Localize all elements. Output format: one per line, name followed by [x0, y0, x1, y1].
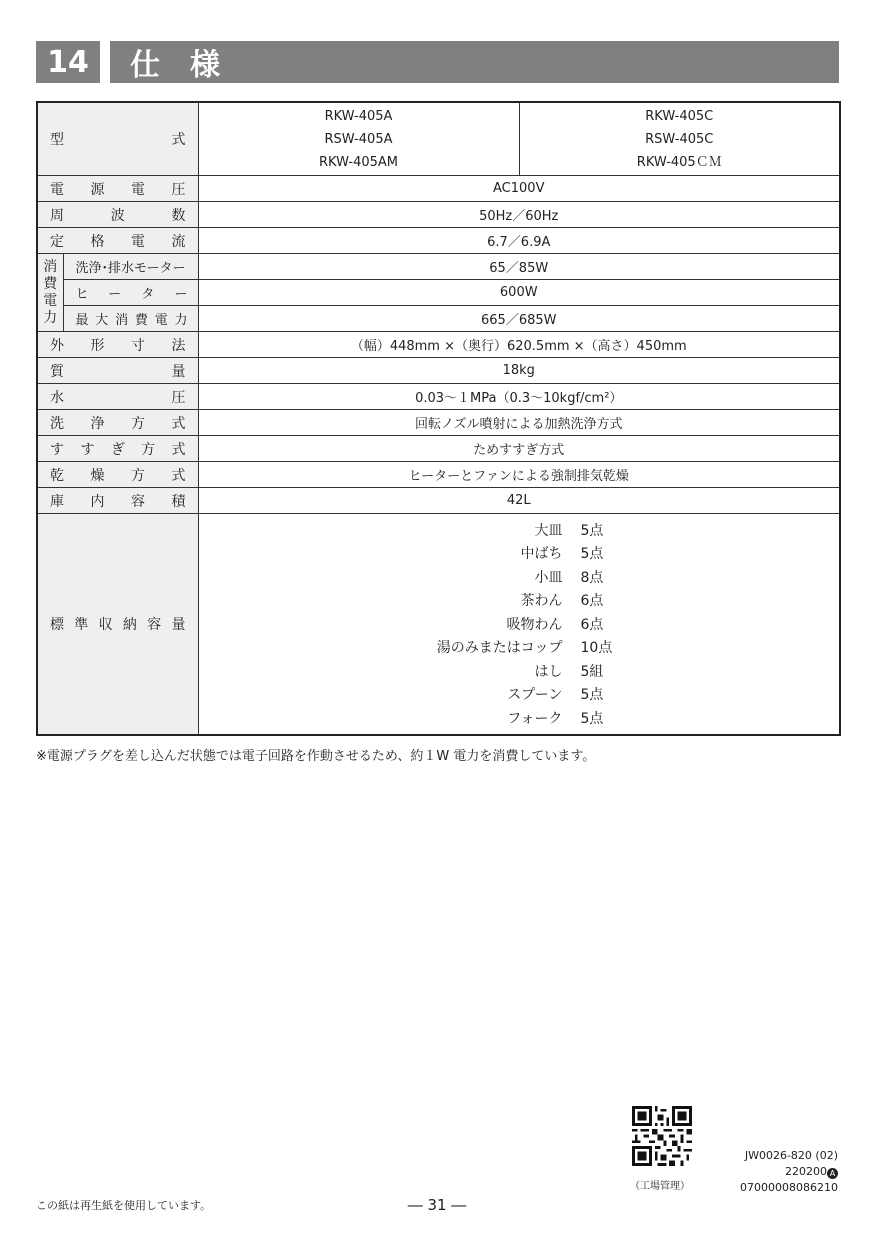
power-footnote: ※電源プラグを差し込んだ状態では電子回路を作動させるため、約１W 電力を消費しています。	[36, 749, 596, 764]
row-value: 18kg	[198, 358, 840, 384]
spec-row	[37, 202, 840, 228]
capacity-row	[37, 514, 840, 735]
item-name: フォーク	[507, 710, 563, 727]
model-name: RKW-405A	[324, 108, 393, 124]
item-name: 湯のみまたはコップ	[436, 640, 563, 657]
category-char: 費	[43, 275, 58, 292]
item-qty: 5組	[580, 663, 604, 680]
row-value: 0.03～１MPa（0.3～10kgf/cm²）	[198, 384, 840, 410]
spec-row	[37, 384, 840, 410]
capacity-item	[199, 706, 840, 730]
model-name: RKW-405AM	[318, 154, 399, 170]
recycled-paper-note: この紙は再生紙を使用しています。	[36, 1199, 212, 1212]
power-row	[37, 254, 840, 280]
row-label: 洗浄方式	[37, 410, 198, 436]
power-sub-label: 洗浄･排水モーター	[63, 254, 198, 280]
model-name: RSW-405A	[324, 131, 393, 147]
spec-row	[37, 436, 840, 462]
spec-row	[37, 332, 840, 358]
row-value: 42L	[198, 488, 840, 514]
doc-code-line	[740, 1164, 838, 1180]
spec-table	[36, 101, 841, 736]
row-label: 水圧	[37, 384, 198, 410]
spec-row	[37, 176, 840, 202]
row-value: AC100V	[198, 176, 840, 202]
capacity-item	[199, 683, 840, 707]
row-value: 50Hz／60Hz	[198, 202, 840, 228]
category-char: 力	[43, 309, 58, 326]
row-label: 質量	[37, 358, 198, 384]
item-name: 小皿	[534, 569, 563, 586]
capacity-item	[199, 565, 840, 589]
row-label: 庫内容積	[37, 488, 198, 514]
section-number: 14	[36, 41, 100, 83]
row-value: 6.7／6.9A	[198, 228, 840, 254]
capacity-item	[199, 612, 840, 636]
circled-a-icon: A	[827, 1168, 838, 1179]
item-qty: 5点	[580, 687, 604, 704]
capacity-item	[199, 518, 840, 542]
capacity-item	[199, 542, 840, 566]
item-name: スプーン	[507, 687, 563, 704]
qr-code-icon	[632, 1106, 692, 1166]
item-name: 大皿	[534, 522, 563, 539]
power-sub-value: 600W	[198, 280, 840, 306]
capacity-list	[198, 514, 840, 735]
spec-row	[37, 462, 840, 488]
row-label: 乾燥方式	[37, 462, 198, 488]
item-qty: 5点	[580, 522, 604, 539]
model-name: RKW-405ＣＭ	[636, 154, 722, 170]
row-label: 定格電流	[37, 228, 198, 254]
model-row	[37, 102, 840, 176]
doc-code-line: JW0026-820 (02)	[744, 1149, 838, 1162]
models-c-cell	[519, 102, 840, 176]
models-a-cell	[198, 102, 519, 176]
item-qty: 8点	[580, 569, 604, 586]
capacity-item	[199, 636, 840, 660]
doc-code-number: 220200	[785, 1165, 827, 1178]
item-qty: 6点	[580, 593, 604, 610]
spec-row	[37, 228, 840, 254]
power-sub-label: 最大消費電力	[63, 306, 198, 332]
model-label: 型式	[37, 102, 198, 176]
row-value: ヒーターとファンによる強制排気乾燥	[198, 462, 840, 488]
section-title: 仕 様	[110, 41, 839, 83]
page-number: ― 31 ―	[407, 1196, 467, 1214]
qr-caption: （工場管理）	[630, 1181, 690, 1192]
row-value: 回転ノズル噴射による加熱洗浄方式	[198, 410, 840, 436]
spec-row	[37, 358, 840, 384]
item-name: 茶わん	[520, 593, 563, 610]
power-sub-value: 65／85W	[198, 254, 840, 280]
row-label: すすぎ方式	[37, 436, 198, 462]
doc-code-line: 07000008086210	[740, 1181, 838, 1194]
power-sub-label: ヒーター	[63, 280, 198, 306]
category-char: 消	[43, 258, 58, 275]
category-char: 電	[43, 292, 58, 309]
capacity-item	[199, 659, 840, 683]
spec-row	[37, 410, 840, 436]
spec-row	[37, 488, 840, 514]
item-name: はし	[534, 663, 563, 680]
row-label: 電源電圧	[37, 176, 198, 202]
item-qty: 10点	[580, 640, 613, 657]
item-qty: 5点	[580, 710, 604, 727]
row-value: ためすすぎ方式	[198, 436, 840, 462]
power-row	[37, 306, 840, 332]
power-category-label	[37, 254, 63, 332]
capacity-item	[199, 589, 840, 613]
model-name: RSW-405C	[645, 131, 714, 147]
capacity-label: 標準収納容量	[37, 514, 198, 735]
document-code	[740, 1148, 838, 1196]
item-qty: 5点	[580, 546, 604, 563]
row-value: （幅）448mm ×（奥行）620.5mm ×（高さ）450mm	[198, 332, 840, 358]
item-name: 吸物わん	[506, 616, 563, 633]
model-name: RKW-405C	[645, 108, 714, 124]
power-sub-value: 665／685W	[198, 306, 840, 332]
power-row	[37, 280, 840, 306]
item-name: 中ばち	[520, 546, 563, 563]
row-label: 周波数	[37, 202, 198, 228]
item-qty: 6点	[580, 616, 604, 633]
row-label: 外形寸法	[37, 332, 198, 358]
